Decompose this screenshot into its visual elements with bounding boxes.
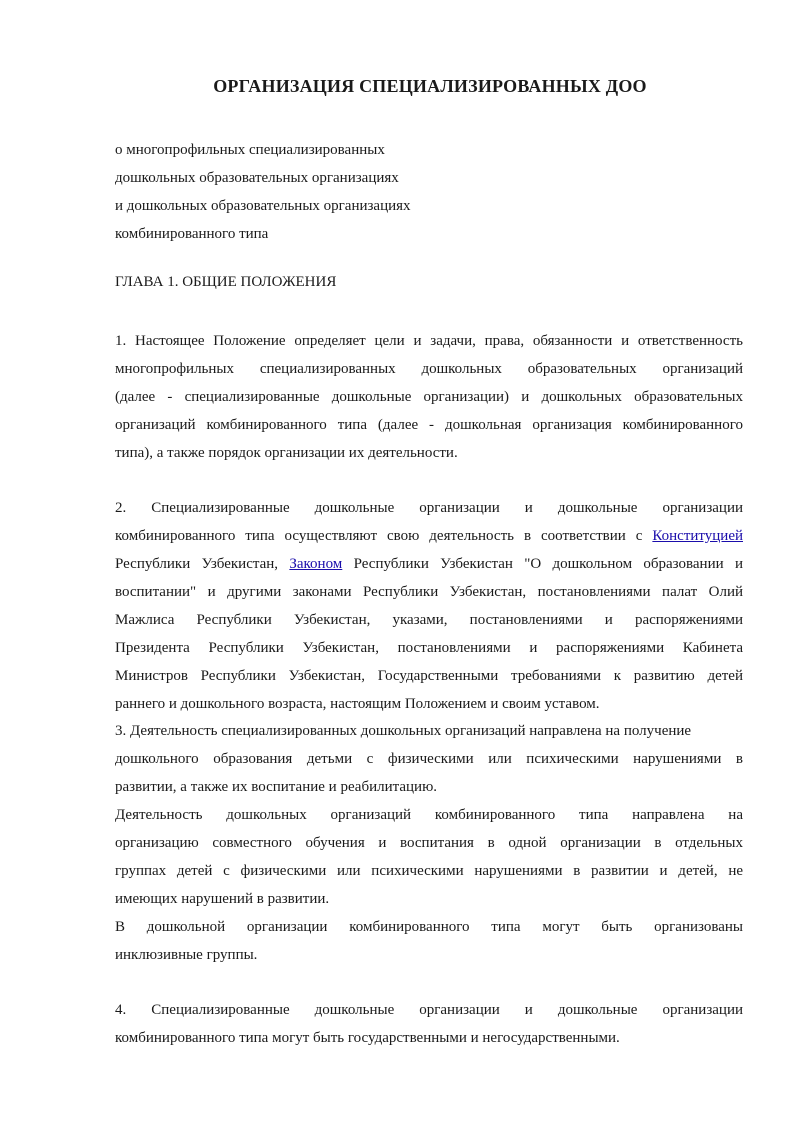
paragraph-line: (далее - специализированные дошкольные организации) и дошкольных образовательных [115,389,743,405]
paragraph-line: развитии, а также их воспитание и реабилитацию. [115,779,438,795]
paragraph-line [115,522,743,550]
document-subtitle [115,136,743,248]
paragraph-line: дошкольного образования детьми с физическими или психическими нарушениями в [115,751,743,767]
paragraph-line: организаций комбинированного типа (далее - дошкольная организация комбинированного [115,417,743,433]
paragraph-2 [115,494,743,718]
law-link[interactable]: Законом [289,556,343,572]
text-segment: Республики Узбекистан "О дошкольном образовании и [342,556,743,572]
paragraph-line: многопрофильных специализированных дошкольных образовательных организаций [115,361,743,377]
paragraph-4 [115,996,743,1052]
paragraph-line: 1. Настоящее Положение определяет цели и задачи, права, обязанности и ответственность [115,333,743,349]
subtitle-line: и дошкольных образовательных организациях [115,198,411,214]
paragraph-line: Мажлиса Республики Узбекистан, указами, постановлениями и распоряжениями [115,612,743,628]
paragraph-line: 2. Специализированные дошкольные организации и дошкольные организации [115,500,743,516]
paragraph-line: Деятельность дошкольных организаций комбинированного типа направлена на [115,807,743,823]
paragraph-3 [115,717,743,969]
paragraph-line: группах детей с физическими или психическими нарушениями в развитии и детей, не [115,863,743,879]
subtitle-line: дошкольных образовательных организациях [115,170,399,186]
paragraph-line: имеющих нарушений в развитии. [115,891,330,907]
paragraph-line: организацию совместного обучения и воспитания в одной организации в отдельных [115,835,743,851]
paragraph-line: 4. Специализированные дошкольные организации и дошкольные организации [115,1002,743,1018]
paragraph-line: В дошкольной организации комбинированного типа могут быть организованы [115,919,743,935]
text-segment: Республики Узбекистан, [115,556,290,572]
paragraph-line: 3. Деятельность специализированных дошкольных организаций направлена на получение [115,723,692,739]
text-segment: комбинированного типа осуществляют свою деятельность в соответствии с [115,528,653,544]
document-title: ОРГАНИЗАЦИЯ СПЕЦИАЛИЗИРОВАННЫХ ДОО [213,76,647,96]
chapter-heading: ГЛАВА 1. ОБЩИЕ ПОЛОЖЕНИЯ [115,274,337,290]
paragraph-line: раннего и дошкольного возраста, настоящим Положением и своим уставом. [115,696,600,712]
subtitle-line: комбинированного типа [115,226,269,242]
paragraph-line: инклюзивные группы. [115,947,258,963]
paragraph-line: Президента Республики Узбекистан, постановлениями и распоряжениями Кабинета [115,640,743,656]
subtitle-line: о многопрофильных специализированных [115,142,385,158]
paragraph-1 [115,327,743,467]
paragraph-line: воспитании" и другими законами Республики Узбекистан, постановлениями палат Олий [115,584,743,600]
paragraph-line: типа), а также порядок организации их деятельности. [115,445,458,461]
constitution-link[interactable]: Конституцией [652,528,743,544]
paragraph-line [115,550,743,578]
paragraph-line: комбинированного типа могут быть государственными и негосударственными. [115,1030,620,1046]
paragraph-line: Министров Республики Узбекистан, Государственными требованиями к развитию детей [115,668,743,684]
